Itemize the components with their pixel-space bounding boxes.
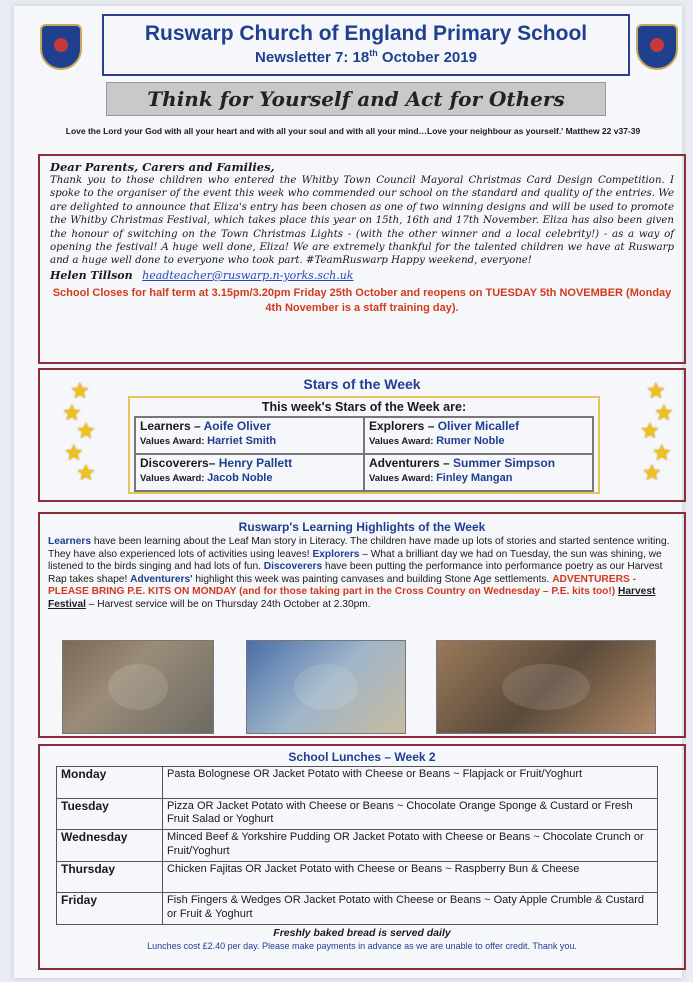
letter-body: Thank you to those children who entered the Whitby Town Council Mayoral Christmas Card Design Competition. I spoke to the organiser of the event this week who commended our school on the standard and quality of the entries. We are delighted to announce that Eliza's entry has been chosen as one of two winning designs and will be used to promote the Whitby Christmas Festival, which takes place this year on 15th, 16th and 17th November. Eliza has also been given the honour of switching on the Town Christmas Lights - (with the other winner and a local celebrity!) - as a way of opening the festival! A huge well done, Eliza! We are extremely thankful for the talented children we have at Ruswarp and a huge well done to everyone who took part. #TeamRuswarp Happy weekend, everyone! [50,175,674,267]
stars-grid [134,416,594,492]
star-cell-adventurers: Adventurers – Summer Simpson Values Award: Finley Mangan [364,454,593,491]
star-cell-explorers: Explorers – Oliver Micallef Values Award: Rumer Noble [364,417,593,454]
headteacher-email-link[interactable]: headteacher@ruswarp.n-yorks.sch.uk [142,268,354,282]
signature-name: Helen Tillson [50,268,133,282]
table-row: Friday Fish Fingers & Wedges OR Jacket Potato with Cheese or Beans ~ Oaty Apple Crumble & Custard or Fruit & Yoghurt [57,893,658,925]
children-activity-photo [436,640,656,734]
letter-greeting: Dear Parents, Carers and Families, [50,160,275,174]
scripture-quote: Love the Lord your God with all your heart and with all your soul and with all your mind…Love your neighbour as yourself.' Matthew 22 v37-39 [65,126,641,136]
motto-banner: Think for Yourself and Act for Others [106,82,606,116]
stars-panel [128,396,600,494]
half-term-notice: School Closes for half term at 3.15pm/3.20pm Friday 25th October and reopens on TUESDAY 5th NOVEMBER (Monday 4th November is a staff training day). [52,286,672,314]
table-row: Thursday Chicken Fajitas OR Jacket Potato with Cheese or Beans ~ Raspberry Bun & Cheese [57,861,658,893]
pe-kits-notice: ADVENTURERS - PLEASE BRING P.E. KITS ON MONDAY (and for those taking part in the Cross Country on Wednesday – P.E. kits too!) [48,573,636,598]
stars-title: Stars of the Week [303,376,421,392]
newsletter-header [102,14,630,76]
newsletter-page [14,6,682,978]
table-row: Monday Pasta Bolognese OR Jacket Potato with Cheese or Beans ~ Flapjack or Fruit/Yoghurt [57,767,658,799]
table-row: Wednesday Minced Beef & Yorkshire Pudding OR Jacket Potato with Cheese or Beans ~ Chocolate Crunch or Fruit/Yoghurt [57,830,658,862]
school-crest-icon [636,24,678,70]
school-lunches-section [38,744,686,970]
newsletter-issue: Newsletter 7: 18th October 2019 [255,48,477,66]
learning-text: Learners have been learning about the Leaf Man story in Literacy. The children have made up lots of stories and started sentence writing. They have also experienced lots of activities using leaves! Explorers – What a brilliant day we had on Tuesday, the sun was shining, we listened to the birds singing and had lots of fun. Discoverers have been putting the performance into performance poetry as our Harvest Rap takes shape! Adventurers' highlight this week was painting canvases and building Stone Age settlements. ADVENTURERS - PLEASE BRING P.E. KITS ON MONDAY (and for those taking part in the Cross Country on Wednesday – P.E. kits too!) Harvest Festival – Harvest service will be on Thursday 24th October at 2.30pm. [48,536,670,610]
bread-note: Freshly baked bread is served daily [273,926,451,939]
school-name: Ruswarp Church of England Primary School [144,22,588,45]
stars-of-the-week-section [38,368,686,502]
learning-highlights-section [38,512,686,738]
star-icon: ★ ★ ★ ★ ★ [62,378,96,485]
lunch-menu-table [56,766,658,925]
lunch-cost-note: Lunches cost £2.40 per day. Please make payments in advance as we are unable to offer credit. Thank you. [147,940,577,951]
lunches-title: School Lunches – Week 2 [288,750,436,764]
computer-lesson-photo [246,640,406,734]
classroom-photo [62,640,214,734]
letter-signature [50,269,674,282]
headteacher-letter [38,154,686,364]
learning-title: Ruswarp's Learning Highlights of the Week [238,520,486,534]
star-cell-learners: Learners – Aoife Oliver Values Award: Harriet Smith [135,417,364,454]
stars-subtitle: This week's Stars of the Week are: [261,400,467,414]
table-row: Tuesday Pizza OR Jacket Potato with Cheese or Beans ~ Chocolate Orange Sponge & Custard or Fresh Fruit Salad or Yoghurt [57,798,658,830]
star-icon: ★ ★ ★ ★ ★ [640,378,674,485]
school-crest-icon [40,24,82,70]
star-cell-discoverers: Discoverers– Henry Pallett Values Award: Jacob Noble [135,454,364,491]
